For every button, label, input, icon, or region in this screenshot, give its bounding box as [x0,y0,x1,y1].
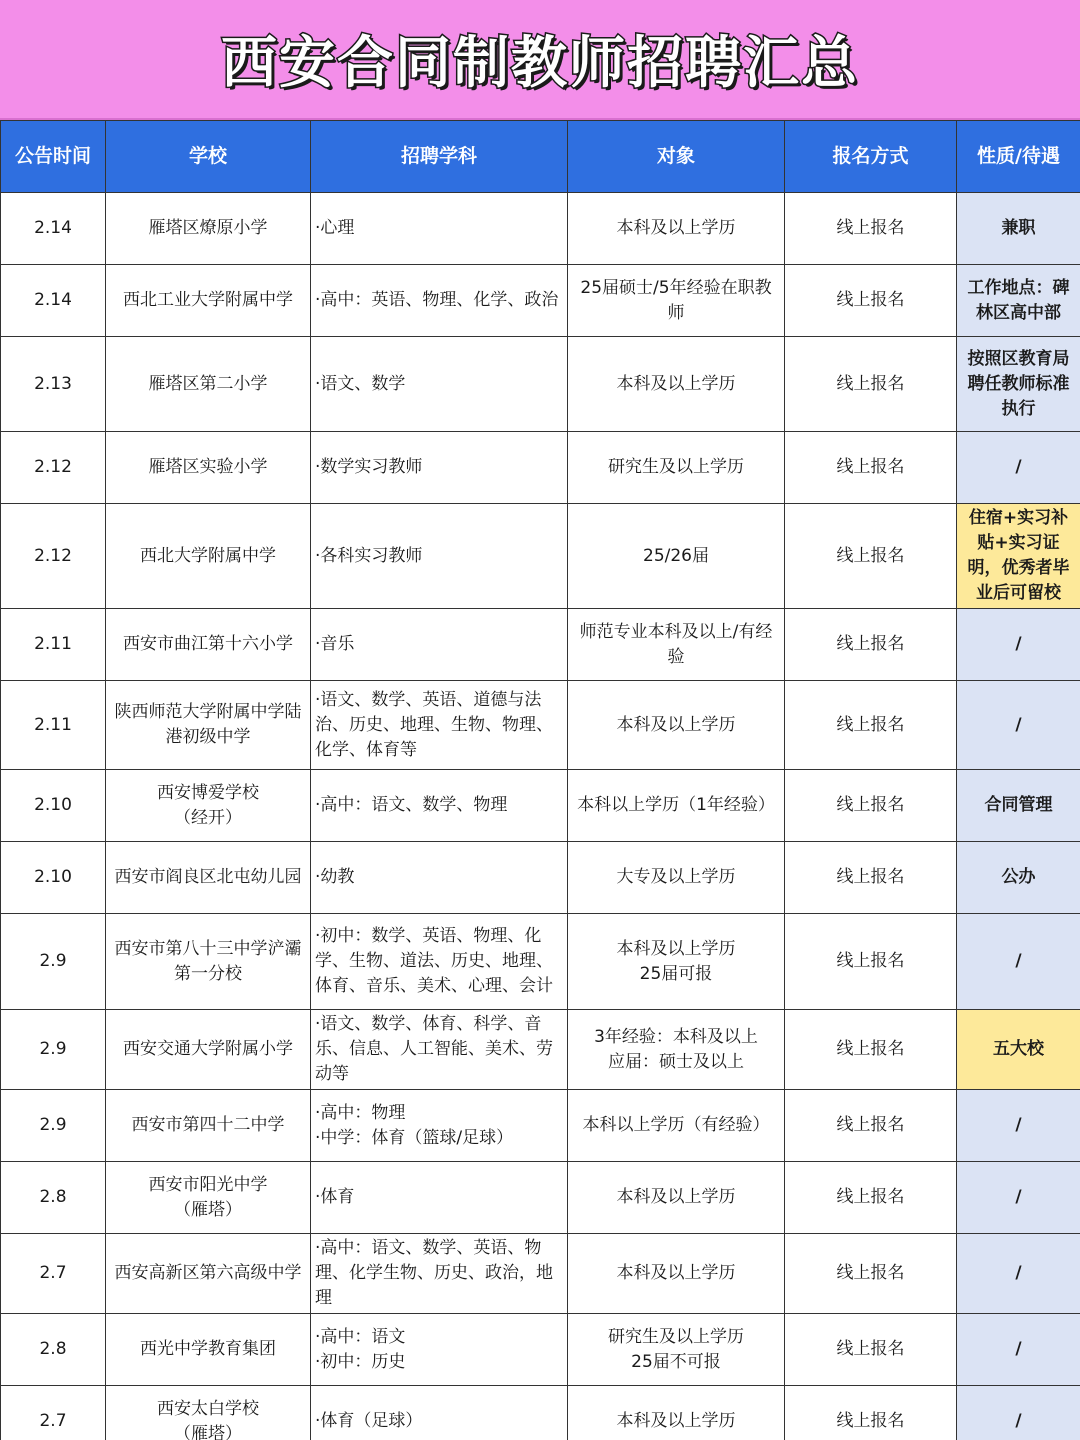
attr-cell [957,1386,1080,1440]
attr-cell-text: / [1015,1187,1022,1207]
table-row [1,770,1080,842]
table-row [1,1386,1080,1440]
school-cell-text: 雁塔区燎原小学 [148,218,268,238]
school-cell-text: 西光中学教育集团 [140,1339,276,1359]
subjects-cell-text: ·高中：英语、物理、化学、政治 [315,290,559,310]
school-cell-text: 陕西师范大学附属中学陆港初级中学 [114,702,302,747]
apply-method-cell [785,504,957,609]
school-cell [106,337,311,432]
date-cell-text: 2.13 [34,373,72,394]
school-cell [106,770,311,842]
attr-cell-text: 住宿+实习补贴+实习证明，优秀者毕业后可留校 [967,508,1070,603]
date-cell [1,914,106,1010]
attr-cell [957,1090,1080,1162]
school-cell-text: 西安市阎良区北屯幼儿园 [114,867,302,887]
apply-method-cell-text: 线上报名 [836,457,905,477]
attr-cell-text: 兼职 [1001,218,1036,238]
apply-method-cell [785,265,957,337]
table-row [1,193,1080,265]
target-cell [568,914,785,1010]
subjects-cell-text: ·高中：语文、数学、英语、物理、化学生物、历史、政治，地理 [315,1238,553,1308]
school-cell [106,265,311,337]
apply-method-cell [785,681,957,770]
target-cell-text: 25届硕士/5年经验在职教师 [580,277,772,323]
subjects-cell-text: ·语文、数学 [315,373,406,394]
target-cell-text: 师范专业本科及以上/有经验 [579,621,773,667]
date-cell-text: 2.14 [34,218,72,238]
target-cell-text: 大专及以上学历 [616,867,736,887]
target-cell [568,1234,785,1314]
subjects-cell [311,842,568,914]
apply-method-cell-text: 线上报名 [836,1339,905,1359]
school-cell-text: 西北工业大学附属中学 [123,290,293,310]
header-apply: 报名方式 [785,121,957,193]
date-cell [1,609,106,681]
target-cell-text: 本科及以上学历 25届可报 [616,938,736,984]
subjects-cell [311,1162,568,1234]
school-cell-text: 西北大学附属中学 [140,545,276,566]
date-cell-text: 2.12 [34,457,72,477]
school-cell [106,681,311,770]
target-cell-text: 本科及以上学历 [616,1187,736,1207]
school-cell-text: 西安高新区第六高级中学 [114,1263,302,1283]
target-cell-text: 本科及以上学历 [616,714,736,735]
page-title: 西安合同制教师招聘汇总 [221,31,859,96]
subjects-cell [311,193,568,265]
school-cell-text: 西安市阳光中学 （雁塔） [148,1174,268,1220]
target-cell [568,432,785,504]
apply-method-cell [785,337,957,432]
table-body [1,193,1080,1440]
attr-cell-text: / [1015,1339,1022,1359]
table-row [1,432,1080,504]
title-bar [0,0,1080,120]
target-cell-text: 本科及以上学历 [616,1411,736,1431]
target-cell [568,681,785,770]
target-cell [568,1090,785,1162]
target-cell-text: 3年经验：本科及以上 应届：硕士及以上 [594,1026,758,1072]
target-cell-text: 本科以上学历（有经验） [582,1115,770,1135]
school-cell [106,1090,311,1162]
subjects-cell [311,1090,568,1162]
table-row [1,1090,1080,1162]
attr-cell [957,842,1080,914]
table-header-row [1,121,1080,193]
apply-method-cell [785,1314,957,1386]
date-cell-text: 2.8 [39,1187,67,1207]
apply-method-cell-text: 线上报名 [836,218,905,238]
subjects-cell [311,1386,568,1440]
target-cell [568,337,785,432]
school-cell-text: 西安市第四十二中学 [131,1115,285,1135]
subjects-cell-text: ·初中：数学、英语、物理、化学、生物、道法、历史、地理、体育、音乐、美术、心理、会计 [315,926,553,996]
school-cell [106,193,311,265]
date-cell-text: 2.9 [39,1039,67,1059]
apply-method-cell [785,1010,957,1090]
apply-method-cell [785,193,957,265]
date-cell [1,770,106,842]
target-cell [568,842,785,914]
attr-cell-text: / [1015,457,1022,477]
subjects-cell-text: ·数学实习教师 [315,457,423,477]
apply-method-cell-text: 线上报名 [836,1263,905,1283]
school-cell [106,504,311,609]
apply-method-cell-text: 线上报名 [836,634,905,654]
date-cell [1,1234,106,1314]
table-row [1,914,1080,1010]
date-cell-text: 2.8 [39,1339,67,1359]
school-cell [106,914,311,1010]
apply-method-cell-text: 线上报名 [836,290,905,310]
school-cell [106,1234,311,1314]
target-cell-text: 本科以上学历（1年经验） [577,795,775,815]
attr-cell-text: 按照区教育局聘任教师标准执行 [967,348,1070,419]
school-cell [106,842,311,914]
target-cell-text: 研究生及以上学历 25届不可报 [608,1326,744,1372]
table-row [1,681,1080,770]
subjects-cell-text: ·高中：语文、数学、物理 [315,795,508,815]
subjects-cell-text: ·各科实习教师 [315,545,423,566]
date-cell [1,1010,106,1090]
school-cell-text: 西安市第八十三中学浐灞第一分校 [114,938,302,984]
date-cell-text: 2.9 [39,1115,67,1135]
attr-cell-text: 公办 [1001,867,1036,887]
apply-method-cell [785,914,957,1010]
apply-method-cell-text: 线上报名 [836,545,905,566]
date-cell-text: 2.11 [34,634,72,654]
attr-cell [957,681,1080,770]
school-cell-text: 西安交通大学附属小学 [123,1039,293,1059]
attr-cell-text: 合同管理 [984,795,1053,815]
date-cell-text: 2.11 [34,714,72,735]
target-cell-text: 本科及以上学历 [616,218,736,238]
target-cell [568,265,785,337]
apply-method-cell [785,1162,957,1234]
subjects-cell-text: ·高中：物理 ·中学：体育（篮球/足球） [315,1102,514,1148]
attr-cell-text: / [1015,1411,1022,1431]
attr-cell [957,1234,1080,1314]
subjects-cell-text: ·语文、数学、体育、科学、音乐、信息、人工智能、美术、劳动等 [315,1014,553,1084]
apply-method-cell-text: 线上报名 [836,1039,905,1059]
table-row [1,1314,1080,1386]
attr-cell [957,432,1080,504]
apply-method-cell [785,842,957,914]
attr-cell-text: 五大校 [993,1039,1044,1059]
target-cell [568,1314,785,1386]
apply-method-cell-text: 线上报名 [836,373,905,394]
recruitment-table [0,120,1080,1440]
target-cell-text: 本科及以上学历 [616,373,736,394]
apply-method-cell-text: 线上报名 [836,1187,905,1207]
attr-cell [957,609,1080,681]
target-cell [568,1010,785,1090]
apply-method-cell [785,432,957,504]
subjects-cell [311,1234,568,1314]
apply-method-cell [785,1234,957,1314]
target-cell-text: 研究生及以上学历 [608,457,744,477]
date-cell-text: 2.12 [34,545,72,566]
subjects-cell [311,1314,568,1386]
table-row [1,265,1080,337]
date-cell [1,193,106,265]
date-cell [1,337,106,432]
attr-cell [957,504,1080,609]
attr-cell [957,1162,1080,1234]
date-cell [1,504,106,609]
attr-cell [957,1314,1080,1386]
subjects-cell [311,432,568,504]
subjects-cell [311,681,568,770]
subjects-cell [311,337,568,432]
date-cell-text: 2.10 [34,795,72,815]
table-row [1,1162,1080,1234]
header-school: 学校 [106,121,311,193]
date-cell [1,1162,106,1234]
table-row [1,1010,1080,1090]
school-cell [106,1386,311,1440]
target-cell [568,1162,785,1234]
school-cell [106,609,311,681]
table-row [1,337,1080,432]
date-cell [1,432,106,504]
subjects-cell [311,1010,568,1090]
apply-method-cell-text: 线上报名 [836,951,905,971]
subjects-cell-text: ·高中：语文 ·初中：历史 [315,1326,406,1372]
school-cell-text: 西安博爱学校 （经开） [157,782,259,828]
attr-cell-text: / [1015,1115,1022,1135]
date-cell [1,681,106,770]
school-cell [106,1314,311,1386]
apply-method-cell [785,609,957,681]
apply-method-cell-text: 线上报名 [836,867,905,887]
subjects-cell-text: ·音乐 [315,634,355,654]
date-cell [1,265,106,337]
date-cell [1,1314,106,1386]
attr-cell [957,1010,1080,1090]
subjects-cell-text: ·体育（足球） [315,1411,423,1431]
apply-method-cell-text: 线上报名 [836,1411,905,1431]
subjects-cell-text: ·幼教 [315,867,355,887]
date-cell-text: 2.10 [34,867,72,887]
apply-method-cell [785,1090,957,1162]
table-row [1,609,1080,681]
apply-method-cell-text: 线上报名 [836,795,905,815]
target-cell [568,609,785,681]
school-cell-text: 雁塔区第二小学 [148,373,268,394]
attr-cell [957,193,1080,265]
school-cell [106,432,311,504]
apply-method-cell-text: 线上报名 [836,714,905,735]
date-cell-text: 2.7 [39,1411,67,1431]
apply-method-cell [785,1386,957,1440]
subjects-cell-text: ·语文、数学、英语、道德与法治、历史、地理、生物、物理、化学、体育等 [315,689,553,760]
header-target: 对象 [568,121,785,193]
subjects-cell [311,770,568,842]
subjects-cell [311,609,568,681]
date-cell [1,1386,106,1440]
school-cell-text: 雁塔区实验小学 [148,457,268,477]
table-row [1,842,1080,914]
date-cell [1,1090,106,1162]
header-attr: 性质/待遇 [957,121,1080,193]
subjects-cell-text: ·心理 [315,218,355,238]
target-cell [568,504,785,609]
attr-cell [957,337,1080,432]
target-cell [568,770,785,842]
attr-cell-text: 工作地点：碑林区高中部 [967,277,1070,323]
subjects-cell [311,914,568,1010]
attr-cell-text: / [1015,951,1022,971]
school-cell-text: 西安市曲江第十六小学 [123,634,293,654]
table-row [1,504,1080,609]
table-row [1,1234,1080,1314]
apply-method-cell-text: 线上报名 [836,1115,905,1135]
school-cell [106,1010,311,1090]
date-cell-text: 2.9 [39,951,67,971]
school-cell [106,1162,311,1234]
attr-cell-text: / [1015,634,1022,654]
attr-cell [957,914,1080,1010]
target-cell-text: 25/26届 [643,545,709,566]
date-cell [1,842,106,914]
date-cell-text: 2.7 [39,1263,67,1283]
subjects-cell [311,504,568,609]
header-date: 公告时间 [1,121,106,193]
apply-method-cell [785,770,957,842]
target-cell-text: 本科及以上学历 [616,1263,736,1283]
attr-cell-text: / [1015,1263,1022,1283]
subjects-cell [311,265,568,337]
target-cell [568,1386,785,1440]
date-cell-text: 2.14 [34,290,72,310]
target-cell [568,193,785,265]
school-cell-text: 西安太白学校 （雁塔） [157,1398,259,1440]
attr-cell-text: / [1015,714,1022,735]
header-subjects: 招聘学科 [311,121,568,193]
attr-cell [957,265,1080,337]
subjects-cell-text: ·体育 [315,1187,355,1207]
attr-cell [957,770,1080,842]
